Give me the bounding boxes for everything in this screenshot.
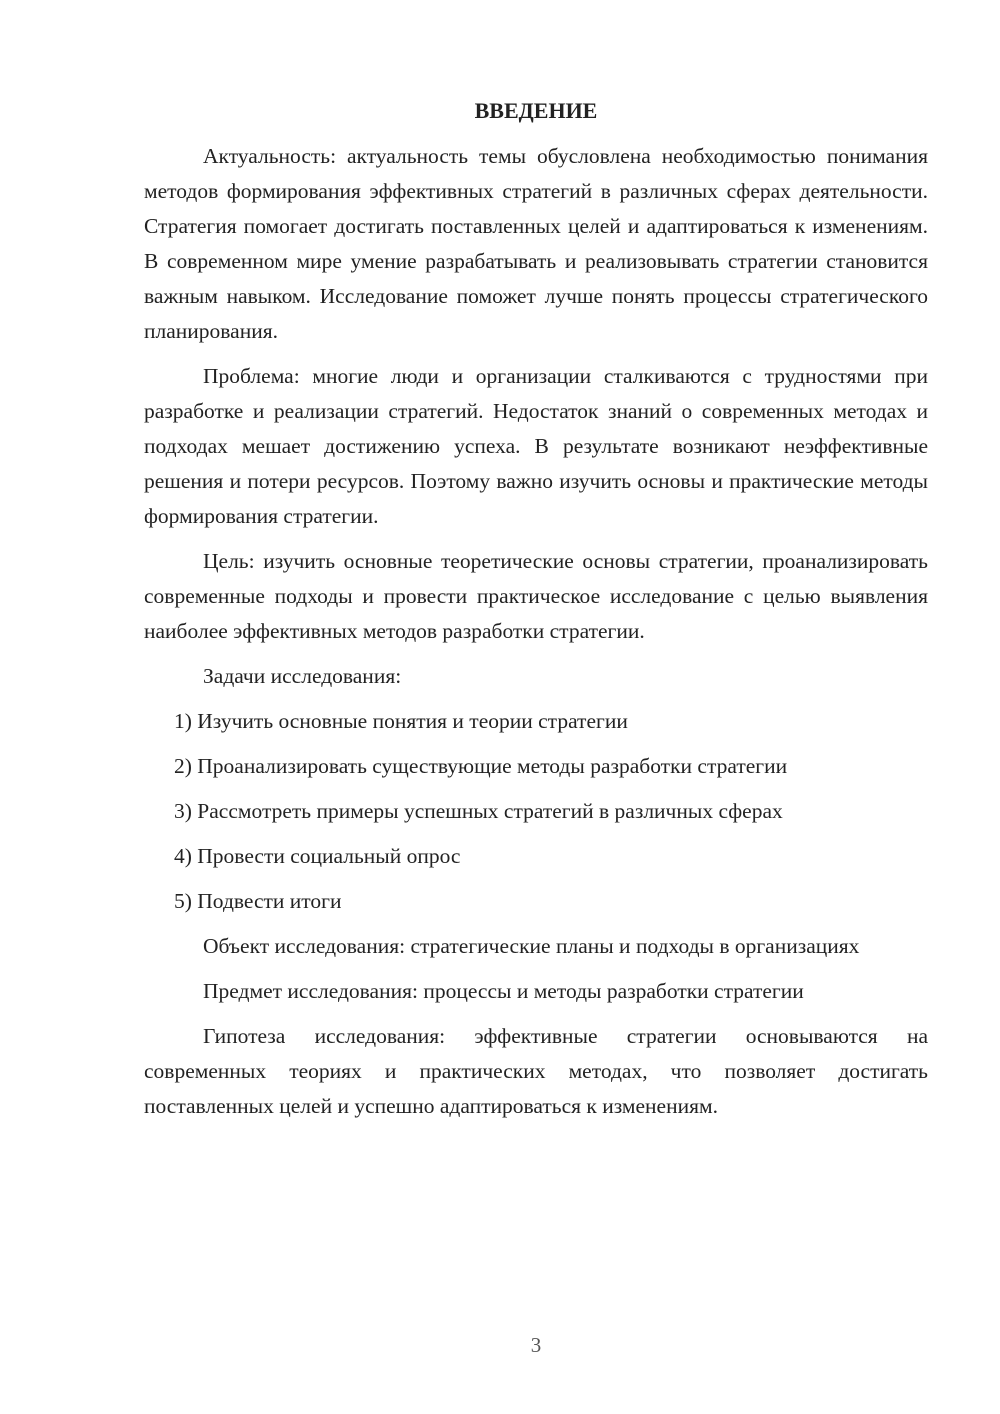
goal-paragraph: Цель: изучить основные теоретические основы стратегии, проанализировать современные подходы и провести практическое исследование с целью выявления наиболее эффективных методов разработки стратегии.: [144, 549, 928, 643]
task-item: 5) Подвести итоги: [174, 889, 342, 913]
object-paragraph: Объект исследования: стратегические планы и подходы в организациях: [203, 934, 860, 958]
task-item: 4) Провести социальный опрос: [174, 844, 461, 868]
relevance-paragraph: Актуальность: актуальность темы обусловлена необходимостью понимания методов формирования эффективных стратегий в различных сферах деятельности. Стратегия помогает достигать поставленных целей и адаптироваться к изменениям. В современном мире умение разрабатывать и реализовывать стратегии становится важным навыком. Исследование поможет лучше понять процессы стратегического планирования.: [144, 144, 928, 343]
subject-paragraph: Предмет исследования: процессы и методы разработки стратегии: [203, 979, 804, 1003]
page-number: 3: [530, 1333, 542, 1357]
problem-paragraph: Проблема: многие люди и организации сталкиваются с трудностями при разработке и реализации стратегий. Недостаток знаний о современных методах и подходах мешает достижению успеха. В результате возникают неэффективные решения и потери ресурсов. Поэтому важно изучить основы и практические методы формирования стратегии.: [144, 364, 928, 528]
task-item: 2) Проанализировать существующие методы разработки стратегии: [174, 754, 788, 778]
section-heading: ВВЕДЕНИЕ: [474, 98, 598, 123]
task-item: 3) Рассмотреть примеры успешных стратегий в различных сферах: [174, 799, 783, 823]
tasks-list: [144, 704, 928, 919]
tasks-title: Задачи исследования:: [203, 664, 402, 688]
hypothesis-paragraph: Гипотеза исследования: эффективные стратегии основываются на современных теориях и практических методах, что позволяет достигать поставленных целей и успешно адаптироваться к изменениям.: [144, 1024, 928, 1118]
document-page: [144, 96, 928, 1134]
task-item: 1) Изучить основные понятия и теории стратегии: [174, 709, 628, 733]
